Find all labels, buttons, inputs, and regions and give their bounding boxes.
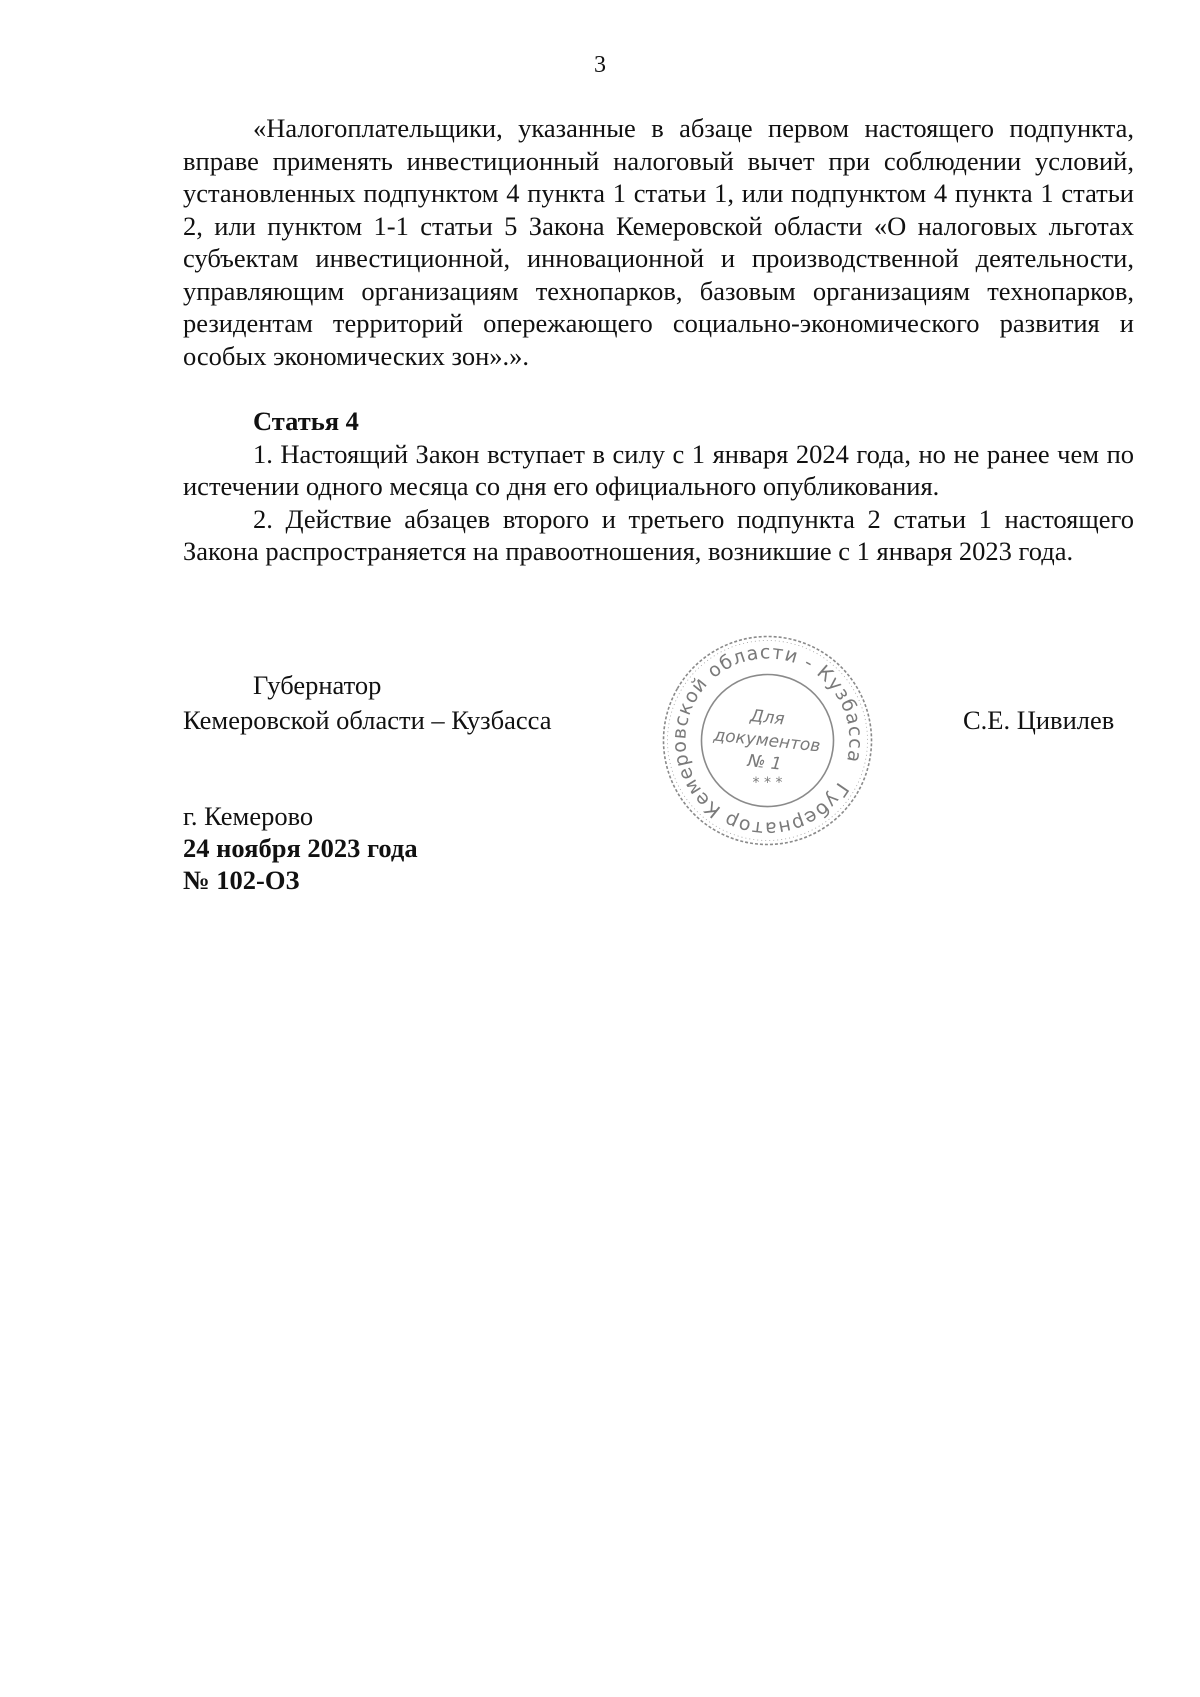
page-number: 3 xyxy=(594,52,606,78)
signatory-title xyxy=(183,668,552,738)
signatory-title-line-1: Губернатор xyxy=(253,670,382,700)
seal-ring-text: Губернатор Кемеровской области - Кузбасса xyxy=(668,641,867,840)
law-details xyxy=(183,800,418,896)
city: г. Кемерово xyxy=(183,801,314,831)
quote-paragraph-block xyxy=(183,112,1134,372)
seal-center-line-1: Для xyxy=(749,706,786,730)
article-paragraph-1: 1. Настоящий Закон вступает в силу с 1 января 2024 года, но не ранее чем по истечении одного месяца со дня его официального опубликования. xyxy=(183,438,1134,501)
seal-stars: * * * xyxy=(752,775,783,791)
seal-center-line-2: документов xyxy=(712,725,822,757)
article-heading: Статья 4 xyxy=(253,406,359,436)
article-4-block xyxy=(183,405,1134,568)
quote-paragraph: «Налогоплательщики, указанные в абзаце первом настоящего подпункта, вправе применять инвестиционный налоговый вычет при соблюдении условий, установленных подпунктом 4 пункта 1 статьи 1, или подпунктом 4 пункта 1 статьи 2, или пунктом 1-1 статьи 5 Закона Кемеровской области «О налоговых льготах субъектам инвестиционной, инновационной и производственной деятельности, управляющим организациям технопарков, базовым организациям технопарков, резидентам территорий опережающего социально-экономического развития и особых экономических зон».». xyxy=(183,113,1134,371)
signatory-title-line-2: Кемеровской области – Кузбасса xyxy=(183,705,552,735)
signatory-name: С.Е. Цивилев xyxy=(963,705,1115,735)
law-number: № 102-ОЗ xyxy=(183,865,300,895)
official-seal xyxy=(655,628,880,853)
article-paragraph-2: 2. Действие абзацев второго и третьего подпункта 2 статьи 1 настоящего Закона распространяется на правоотношения, возникшие с 1 января 2023 года. xyxy=(183,503,1134,566)
law-date: 24 ноября 2023 года xyxy=(183,833,418,863)
seal-center-line-3: № 1 xyxy=(746,751,783,775)
